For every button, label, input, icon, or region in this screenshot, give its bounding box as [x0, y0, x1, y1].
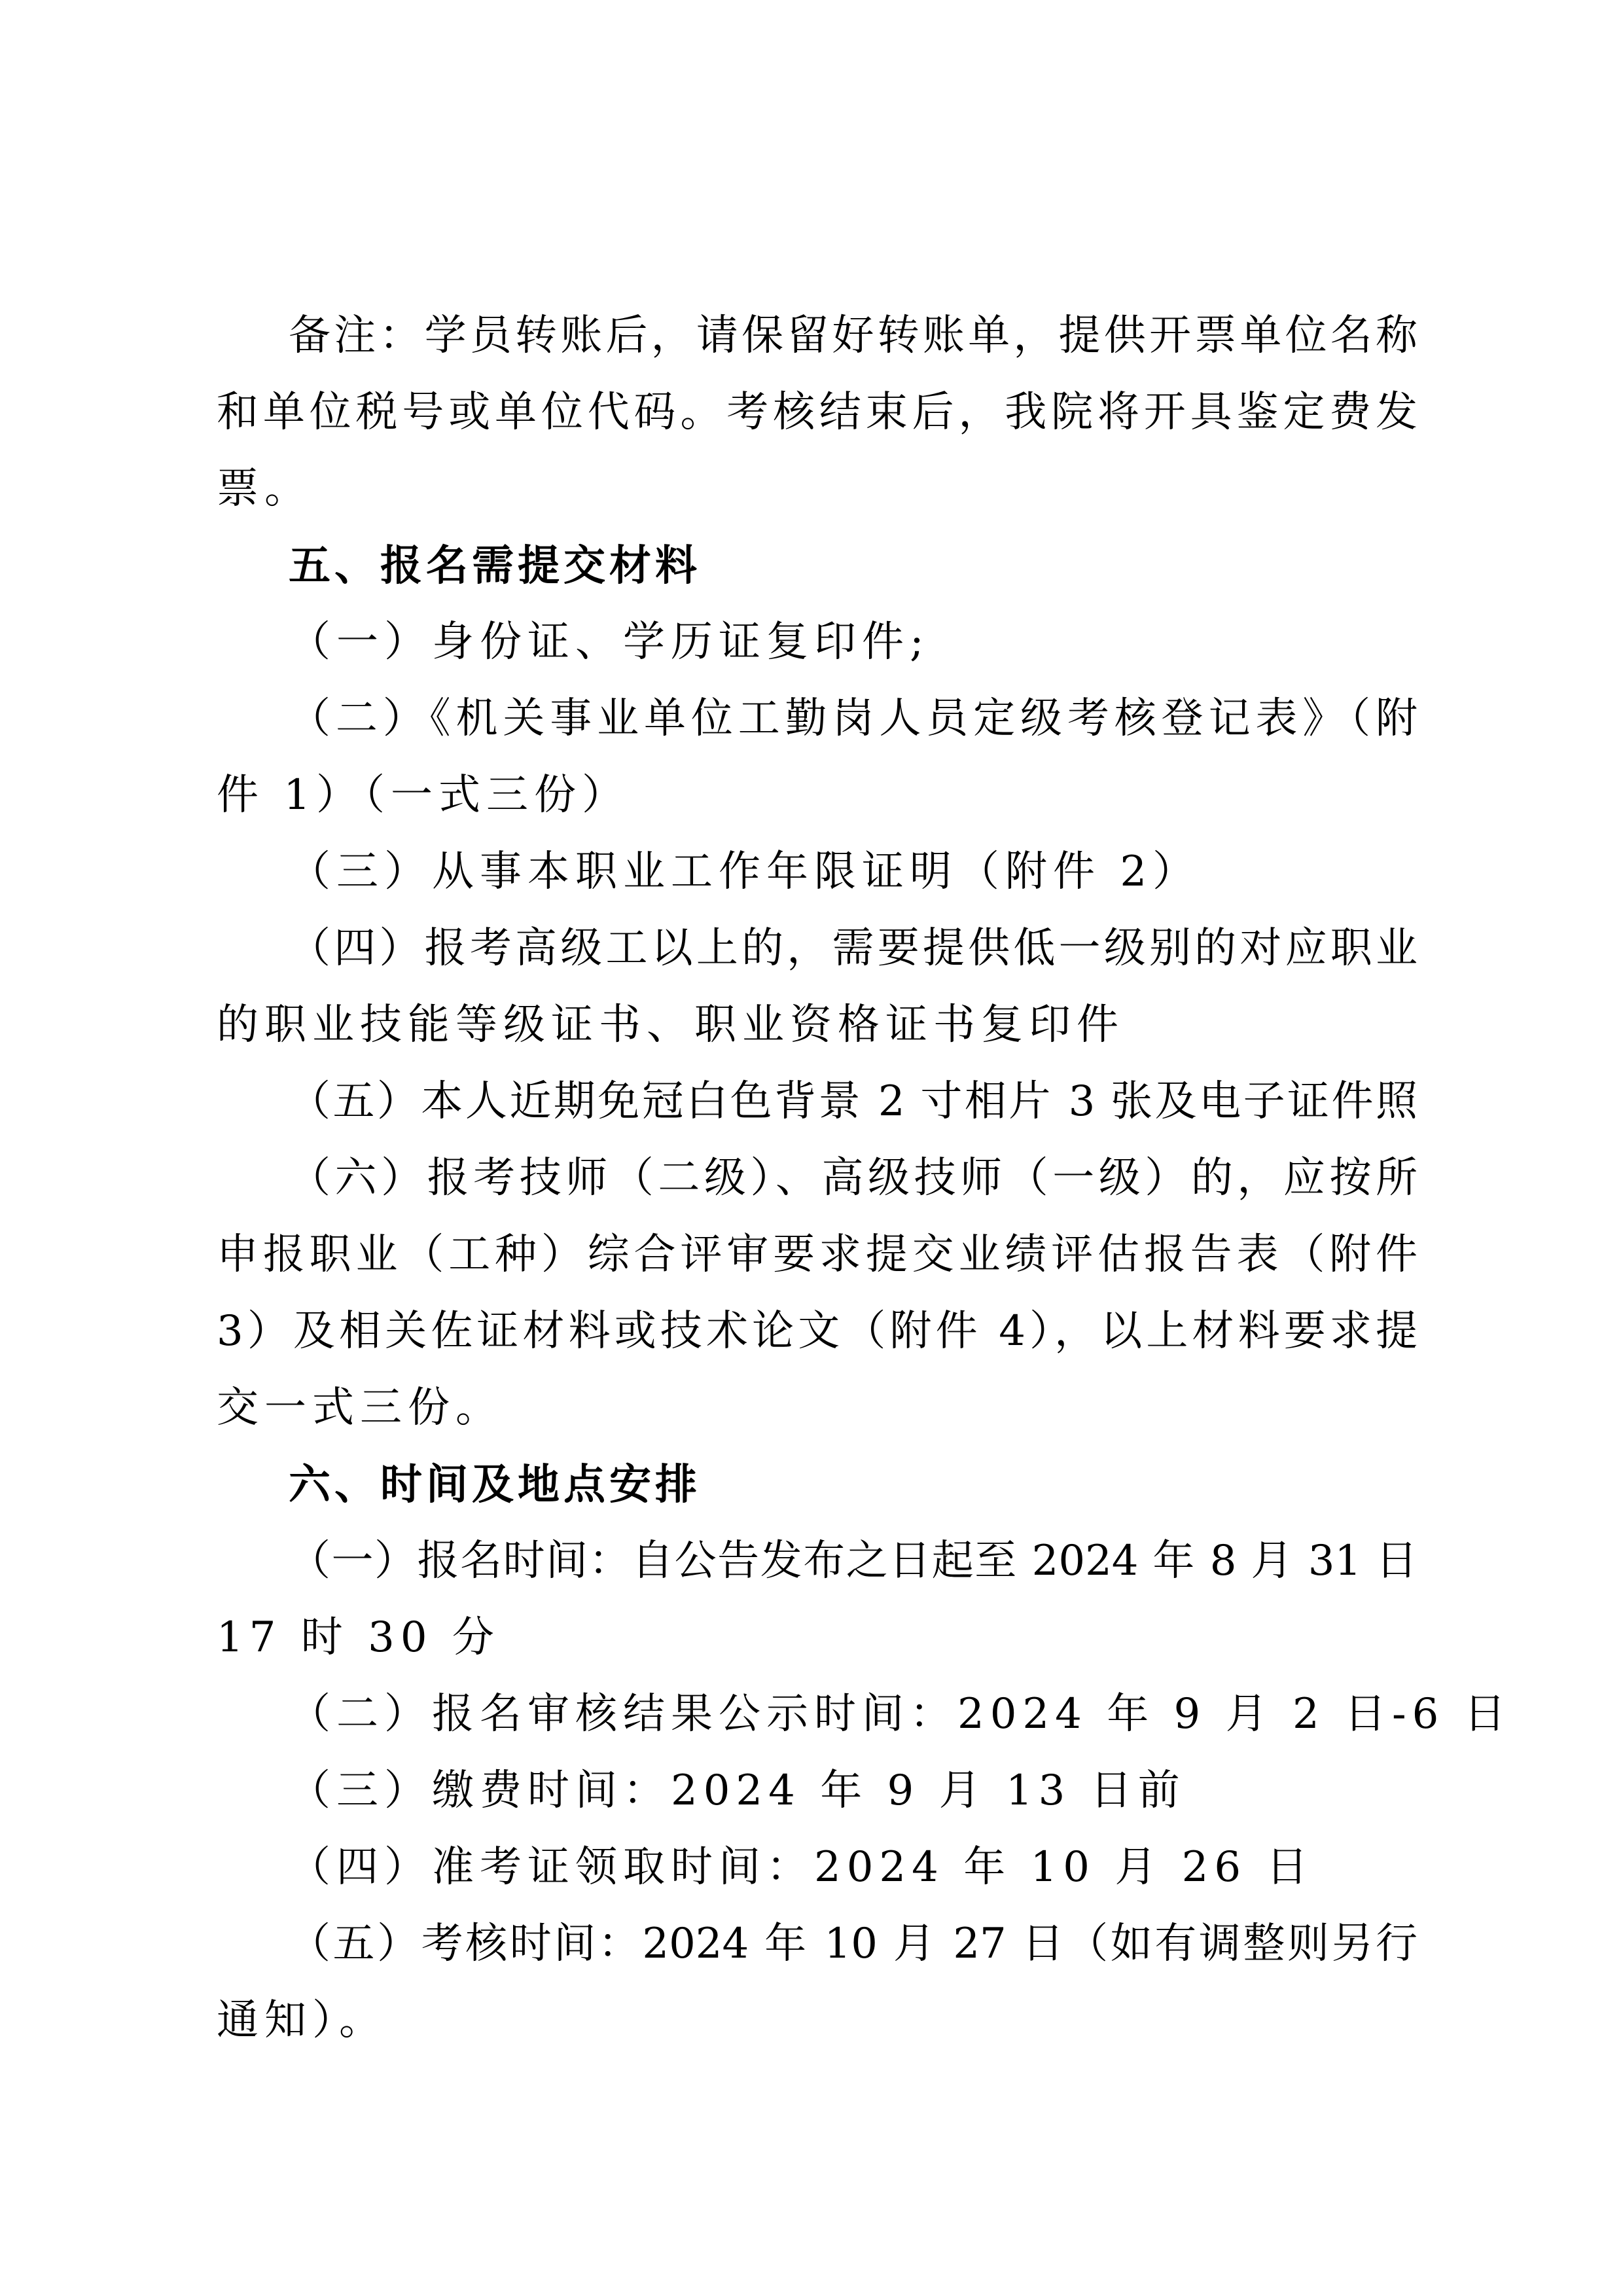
paragraph-line: 17 时 30 分	[217, 1613, 500, 1662]
list-item: （六）报考技师（二级）、高级技师（一级）的，应按所	[289, 1154, 1418, 1202]
list-item: （五）本人近期免冠白色背景 2 寸相片 3 张及电子证件照	[289, 1077, 1418, 1126]
paragraph-line: 交一式三份。	[217, 1384, 503, 1432]
section-heading: 六、时间及地点安排	[289, 1460, 701, 1509]
paragraph-line: 备注：学员转账后，请保留好转账单，提供开票单位名称	[289, 312, 1418, 360]
document-page	[217, 298, 1512, 2059]
paragraph-line: 票。	[217, 465, 312, 513]
paragraph-line: 的职业技能等级证书、职业资格证书复印件	[217, 1001, 1124, 1049]
list-item: （三）从事本职业工作年限证明（附件 2）	[289, 848, 1201, 896]
list-item: （二）报名审核结果公示时间：2024 年 9 月 2 日-6 日	[289, 1690, 1512, 1738]
paragraph-line: 通知）。	[217, 1996, 387, 2045]
section-heading: 五、报名需提交材料	[289, 541, 701, 590]
list-item: （四）准考证领取时间：2024 年 10 月 26 日	[289, 1843, 1314, 1892]
paragraph-line: 3）及相关佐证材料或技术论文（附件 4），以上材料要求提	[217, 1307, 1418, 1355]
list-item: （三）缴费时间：2024 年 9 月 13 日前	[289, 1767, 1186, 1815]
list-item: （五）考核时间：2024 年 10 月 27 日（如有调整则另行	[289, 1920, 1418, 1968]
list-item: （一）身份证、学历证复印件;	[289, 618, 930, 666]
list-item: （一）报名时间：自公告发布之日起至 2024 年 8 月 31 日	[289, 1537, 1418, 1585]
paragraph-line: 件 1）（一式三份）	[217, 771, 630, 819]
list-item: （四）报考高级工以上的，需要提供低一级别的对应职业	[289, 924, 1418, 973]
paragraph-line: 申报职业（工种）综合评审要求提交业绩评估报告表（附件	[217, 1230, 1418, 1279]
paragraph-line: 和单位税号或单位代码。考核结束后，我院将开具鉴定费发	[217, 388, 1418, 437]
list-item: （二）《机关事业单位工勤岗人员定级考核登记表》（附	[289, 694, 1418, 743]
